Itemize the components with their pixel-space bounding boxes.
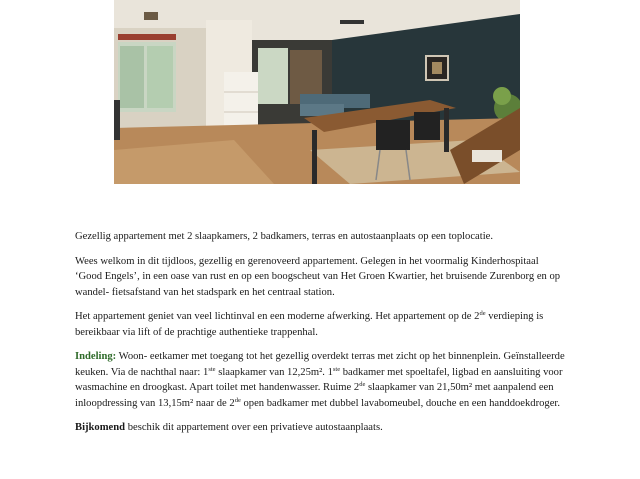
indeling-text-5: open badkamer met dubbel lavabomeubel, douche en een handdoekdroger. [240, 397, 561, 409]
light-paragraph [75, 309, 565, 340]
indeling-sup-2: ste [332, 365, 341, 373]
floor-sup: de [479, 310, 486, 317]
welcome-paragraph: Wees welkom in dit tijdloos, gezellig en gerenoveerd appartement. Gelegen in het voormalig Kinderhospitaal ‘Good Engels’, in een oase van rust en op een boogscheut van Het Groen Kwartier, het bruisende Zurenborg en op wandel- fietsafstand van het stadspark en het centraal station. [75, 255, 561, 298]
indeling-label: Indeling: [75, 351, 117, 362]
light-text-2: verdieping is bereikbaar via lift of de prachtige authentieke trappenhal. [75, 311, 544, 338]
indeling-sup-4: de [234, 396, 241, 404]
bijkomend-label: Bijkomend [75, 422, 126, 433]
listing-description [75, 229, 565, 445]
indeling-text-3: badkamer met spoeltafel, ligbad en aansluiting voor wasmachine en droogkast. Apart toilet met handenwasser. Ruime 2 [75, 366, 563, 393]
bijkomend-paragraph [75, 420, 565, 436]
indeling-text-4: slaapkamer van 21,50m² met aanpalend een inloopdressing van 13,15m² naar de 2 [75, 382, 554, 409]
indeling-paragraph [75, 349, 565, 411]
indeling-sup-1: ste [208, 365, 216, 373]
indeling-text-1: Woon- eetkamer met toegang tot het gezellig overdekt terras met zicht op het binnenplein. Geïnstalleerde keuken. Via de nachthal naar: 1 [75, 351, 565, 378]
interior-photo [114, 0, 520, 184]
light-text-1: Het appartement geniet van veel lichtinval en een moderne afwerking. Het appartement op de 2 [75, 311, 480, 322]
indeling-text-2: slaapkamer van 12,25m². 1 [215, 366, 333, 378]
intro-paragraph: Gezellig appartement met 2 slaapkamers, 2 badkamers, terras en autostaanplaats op een toplocatie. [75, 231, 493, 242]
bijkomend-text: beschik dit appartement over een privatieve autostaanplaats. [125, 422, 383, 433]
indeling-sup-3: de [359, 381, 366, 388]
